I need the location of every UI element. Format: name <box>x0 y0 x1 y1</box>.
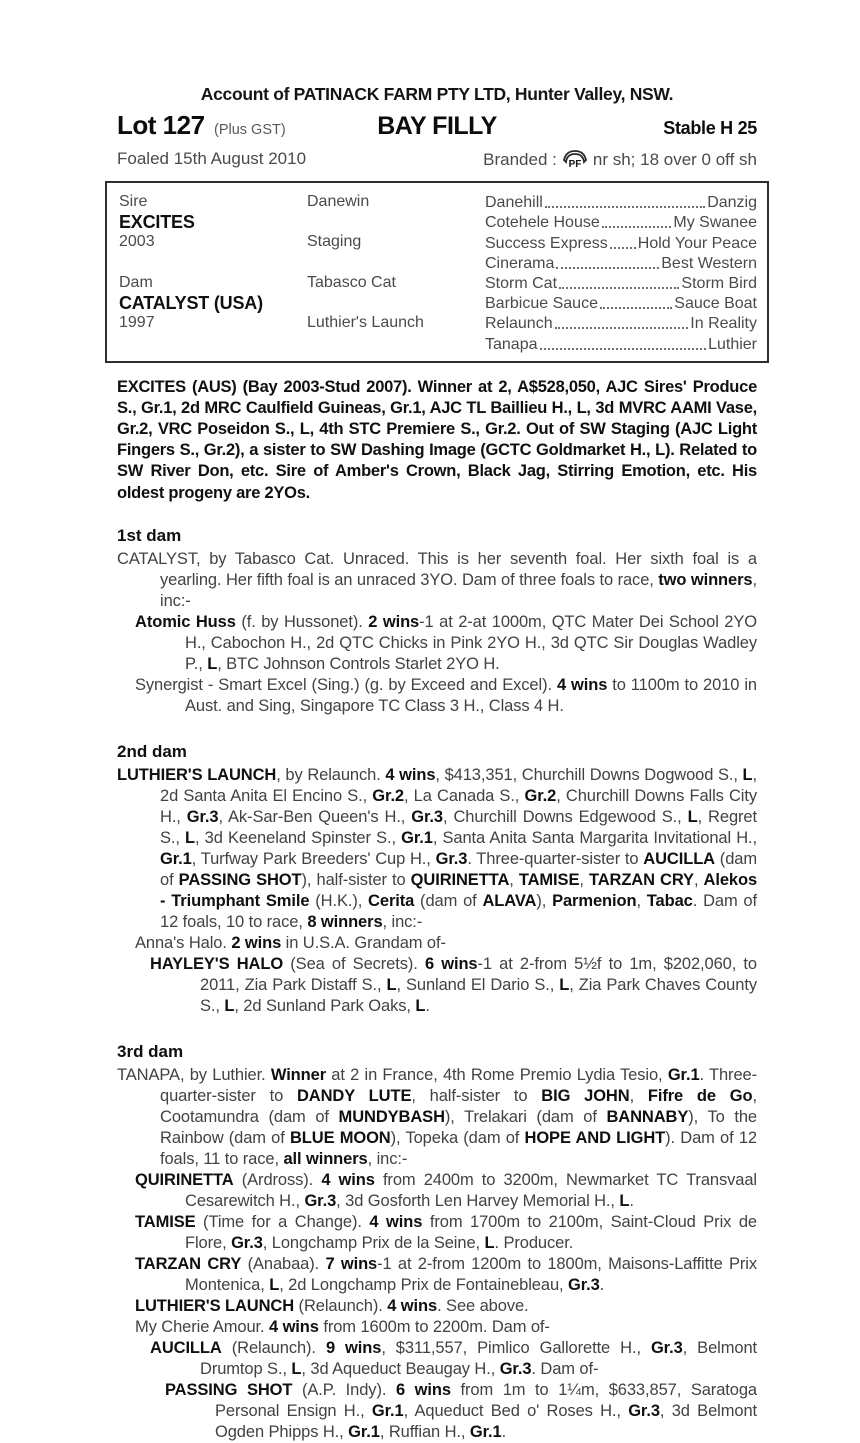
pedigree-paragraph: PASSING SHOT (A.P. Indy). 6 wins from 1m to 1¼m, $633,857, Saratoga Personal Ensign H., Gr.1, Aqueduct Bed o' Roses H., Gr.3, 3d Belmont Ogden Phipps H., Gr.1, Ruffian H., Gr.1. <box>165 1380 758 1441</box>
pedigree-paragraph: TAMISE (Time for a Change). 4 wins from 1700m to 2100m, Saint-Cloud Prix de Flore, Gr.3, Longchamp Prix de la Seine, L. Producer. <box>135 1212 757 1252</box>
pedigree-col-grandparents <box>307 192 485 354</box>
dam-label: Dam <box>119 273 153 291</box>
dot-leader <box>540 348 707 350</box>
pedigree-paragraph: LUTHIER'S LAUNCH, by Relaunch. 4 wins, $413,351, Churchill Downs Dogwood S., L, 2d Santa Anita El Encino S., Gr.2, La Canada S., Gr.2, Churchill Downs Falls City H., Gr.3, Ak-Sar-Ben Queen's H., Gr.3, Churchill Downs Edgewood S., L, Regret S., L, 3d Keeneland Spinster S., Gr.1, Santa Anita Santa Margarita Invitational H., Gr.1, Turfway Park Breeders' Cup H., Gr.3. Three-quarter-sister to AUCILLA (dam of PASSING SHOT), half-sister to QUIRINETTA, TAMISE, TARZAN CRY, Alekos - Triumphant Smile (H.K.), Cerita (dam of ALAVA), Parmenion, Tabac. Dam of 12 foals, 10 to race, 8 winners, inc:- <box>117 765 758 931</box>
pedigree-paragraph: QUIRINETTA (Ardross). 4 wins from 2400m to 3200m, Newmarket TC Transvaal Cesarewitch H., Gr.3, 3d Gosforth Len Harvey Memorial H., L. <box>135 1170 757 1210</box>
dot-leader <box>600 307 672 309</box>
damsire: Tabasco Cat <box>307 273 396 291</box>
pedigree-row: Danehill Danzig <box>485 194 757 212</box>
first-dam-section <box>117 526 757 717</box>
foaled-row <box>117 149 757 171</box>
pedigree-paragraph: My Cherie Amour. 4 wins from 1600m to 2200m. Dam of- <box>135 1317 550 1336</box>
pedigree-col-parents-labels <box>119 192 307 354</box>
branded-detail: nr sh; 18 over 0 off sh <box>592 150 757 169</box>
pedigree-row: Barbicue Sauce Sauce Boat <box>485 295 757 313</box>
pedigree-row: Success Express Hold Your Peace <box>485 234 757 252</box>
lot-number: Lot 127 <box>117 110 205 140</box>
stable-number: Stable H 25 <box>663 118 757 138</box>
sire-year: 2003 <box>119 233 155 251</box>
pedigree-paragraph: Atomic Huss (f. by Hussonet). 2 wins-1 at 2-at 1000m, QTC Mater Dei School 2YO H., Cabochon H., 2d QTC Chicks in Pink 2YO H., 3d QTC Sir Douglas Wadley P., L, BTC Johnson Controls Starlet 2YO H. <box>135 612 757 673</box>
foaled-date: Foaled 15th August 2010 <box>117 149 307 168</box>
patinack-farm-brand-icon <box>562 149 588 171</box>
granddam: Staging <box>307 233 362 251</box>
sire-name: EXCITES <box>119 212 195 233</box>
dot-leader <box>602 226 672 228</box>
dam-name: CATALYST (USA) <box>119 292 263 313</box>
dot-leader <box>610 247 636 249</box>
account-line: Account of PATINACK FARM PTY LTD, Hunter Valley, NSW. <box>200 84 674 104</box>
sire-label: Sire <box>119 193 148 210</box>
dam-year: 1997 <box>119 314 155 332</box>
pedigree-paragraph: TANAPA, by Luthier. Winner at 2 in France, 4th Rome Premio Lydia Tesio, Gr.1. Three-quarter-sister to DANDY LUTE, half-sister to BIG JOHN, Fifre de Go, Cootamundra (dam of MUNDYBASH), Trelakari (dam of BANNABY), To the Rainbow (dam of BLUE MOON), Topeka (dam of HOPE AND LIGHT). Dam of 12 foals, 11 to race, all winners, inc:- <box>117 1065 757 1168</box>
dam-section-heading: 1st dam <box>117 525 182 545</box>
pedigree-paragraph: Anna's Halo. 2 wins in U.S.A. Grandam of- <box>135 933 446 952</box>
pedigree-table <box>105 181 769 363</box>
pedigree-row: Cinerama Best Western <box>485 254 757 272</box>
pedigree-paragraph: CATALYST, by Tabasco Cat. Unraced. This is her seventh foal. Her sixth foal is a yearling. Her fifth foal is an unraced 3YO. Dam of three foals to race, two winners, inc:- <box>117 549 757 610</box>
third-dam-section <box>117 1042 757 1443</box>
pedigree-row: Cotehele House My Swanee <box>485 214 757 232</box>
lot-group <box>117 110 377 141</box>
pedigree-paragraph: Synergist - Smart Excel (Sing.) (g. by Exceed and Excel). 4 wins to 1100m to 2010 in Aust. and Sing, Singapore TC Class 3 H., Class 4 H. <box>135 675 757 715</box>
pedigree-row: Tanapa Luthier <box>485 335 757 353</box>
pedigree-paragraph: HAYLEY'S HALO (Sea of Secrets). 6 wins-1 at 2-from 5½f to 1m, $202,060, to 2011, Zia Park Distaff S., L, Sunland El Dario S., L, Zia Park Chaves County S., L, 2d Sunland Park Oaks, L. <box>150 954 757 1015</box>
pedigree-paragraph: TARZAN CRY (Anabaa). 7 wins-1 at 2-from 1200m to 1800m, Maisons-Laffitte Prix Montenica, L, 2d Longchamp Prix de Fontainebleau, Gr.3. <box>135 1254 757 1294</box>
branded-label: Branded : <box>483 150 557 169</box>
second-dam-section <box>117 742 757 1017</box>
svg-text:PF: PF <box>568 159 582 170</box>
pedigree-paragraph: AUCILLA (Relaunch). 9 wins, $311,557, Pimlico Gallorette H., Gr.3, Belmont Drumtop S., L, 3d Aqueduct Beaugay H., Gr.3. Dam of- <box>150 1338 757 1378</box>
lot-gst-note: (Plus GST) <box>213 122 286 138</box>
third-dam-paragraphs <box>117 1065 757 1443</box>
pedigree-row: Relaunch In Reality <box>485 315 757 333</box>
dot-leader <box>545 206 705 208</box>
pedigree-paragraph: EXCITES (AUS) (Bay 2003-Stud 2007). Winner at 2, A$528,050, AJC Sires' Produce S., Gr.1, 2d MRC Caulfield Guineas, Gr.1, AJC TL Baillieu H., L, 3d MVRC AAMI Vase, Gr.2, VRC Poseidon S., L, 4th STC Premiere S., Gr.2. Out of SW Staging (AJC Light Fingers S., Gr.2), a sister to SW Dashing Image (GCTC Goldmarket H., L). Related to SW River Don, etc. Sire of Amber's Crown, Black Jag, Stirring Emotion, etc. His oldest progeny are 2YOs. <box>117 377 757 502</box>
dot-leader <box>555 327 689 329</box>
second-dam-paragraphs <box>117 765 757 1017</box>
dam-section-heading: 3rd dam <box>117 1041 184 1061</box>
sire-summary <box>117 377 757 504</box>
catalogue-page <box>117 84 757 1443</box>
dot-leader <box>559 287 679 289</box>
second-dam: Luthier's Launch <box>307 314 424 332</box>
dam-section-heading: 2nd dam <box>117 741 187 761</box>
pedigree-col-greatgrandparents <box>485 192 757 354</box>
grandsire: Danewin <box>307 193 370 210</box>
first-dam-paragraphs <box>117 549 757 717</box>
horse-title: BAY FILLY <box>377 112 497 140</box>
pedigree-paragraph: LUTHIER'S LAUNCH (Relaunch). 4 wins. See above. <box>135 1296 529 1315</box>
dot-leader <box>556 267 659 269</box>
lot-row <box>117 110 757 141</box>
pedigree-row: Storm Cat Storm Bird <box>485 274 757 292</box>
branded-info <box>483 149 757 171</box>
